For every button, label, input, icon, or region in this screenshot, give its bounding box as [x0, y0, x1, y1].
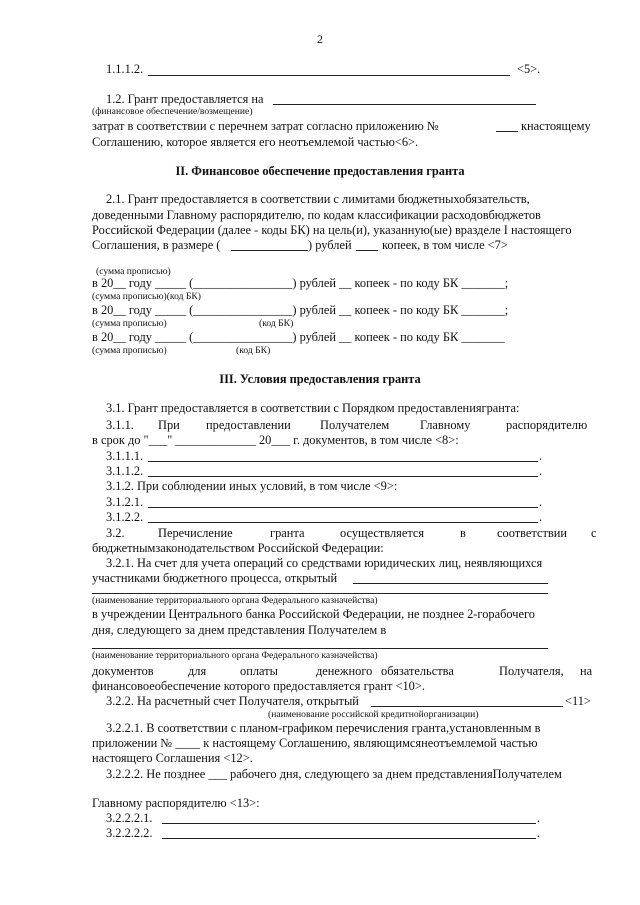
blank-line — [148, 522, 538, 523]
clause-3-2-w6: соответствии — [497, 526, 568, 540]
clause-3-1-1-w4: Получателем — [320, 418, 390, 432]
clause-3-2-1-w5: обязательства — [381, 664, 454, 678]
blank-line — [371, 706, 563, 707]
clause-3-2-2-1-line2: приложении № ____ к настоящему Соглашению, являющимсянеотъемлемой частью — [92, 736, 538, 750]
clause-3-2-2-1-line1: 3.2.2.1. В соответствии с планом-графиком перечисления гранта,установленным в — [106, 721, 541, 735]
chief-manager-line: Главному распорядителю <13>: — [92, 796, 260, 810]
year-line-3: в 20__ году _____ (________________) рублей __ копеек - по коду БК _______ — [92, 330, 505, 344]
blank-line — [162, 823, 536, 824]
clause-3-1-1-w5: Главному — [420, 418, 471, 432]
clause-3-1-1-w3: предоставлении — [206, 418, 291, 432]
caption-sum-1: (сумма прописью) — [96, 266, 171, 277]
clause-3-2-1-w3: оплаты — [240, 664, 278, 678]
clause-3-1-2-2-number: 3.1.2.2. — [106, 510, 144, 524]
caption-sum-2: (сумма прописью)(код БК) — [92, 291, 201, 302]
clause-1-2-text: 1.2. Грант предоставляется на — [106, 92, 264, 106]
clause-3-2-1-w4: денежного — [316, 664, 373, 678]
clause-1-2-cont-c: Соглашению, которое является его неотъемлемой частью<6>. — [92, 135, 419, 149]
caption-financing: (финансовое обеспечение/возмещение) — [92, 106, 253, 117]
clause-3-2-1-line2: участниками бюджетного процесса, открытый — [92, 571, 338, 585]
caption-treasury-2: (наименование территориального органа Федерального казначейства) — [92, 650, 378, 661]
clause-2-1-line4b: ) рублей — [308, 238, 352, 252]
clause-3-1-1-w1: 3.1.1. — [106, 418, 134, 432]
caption-kbk-3: (код БК) — [259, 318, 294, 329]
year-line-2: в 20__ году _____ (________________) рублей __ копеек - по коду БК _______; — [92, 303, 509, 317]
clause-3-2-w3: гранта — [270, 526, 305, 540]
clause-3-2-2-1-line3: настоящего Соглашения <12>. — [92, 751, 253, 765]
clause-3-1-2-1-number: 3.1.2.1. — [106, 495, 144, 509]
clause-3-2-w2: Перечисление — [158, 526, 233, 540]
clause-3-2-1-line1: 3.2.1. На счет для учета операций со средствами юридических лиц, неявляющихся — [106, 556, 543, 570]
footnote-ref-5: <5>. — [517, 62, 541, 76]
clause-3-1-1-w6: распорядителю — [506, 418, 588, 432]
blank-line — [92, 648, 548, 649]
clause-2-1-line4a: Соглашения, в размере ( — [92, 238, 221, 252]
blank-line — [231, 250, 308, 251]
blank-line — [92, 593, 548, 594]
clause-3-2-2-2-1-number: 3.2.2.2.1. — [106, 811, 153, 825]
clause-2-1-line4c: копеек, в том числе <7> — [382, 238, 508, 252]
clause-3-2-w5: в — [460, 526, 466, 540]
blank-line — [148, 461, 538, 462]
clause-3-2-2: 3.2.2. На расчетный счет Получателя, открытый — [106, 694, 359, 708]
clause-3-2-w1: 3.2. — [106, 526, 125, 540]
clause-3-1-1-1-number: 3.1.1.1. — [106, 449, 144, 463]
clause-3-2-1-w6: Получателя, — [499, 664, 564, 678]
caption-kbk-4: (код БК) — [236, 345, 271, 356]
clause-3-1-1-line2: в срок до "___" _____________ 20___ г. документов, в том числе <8>: — [92, 433, 459, 447]
clause-2-1-line3: Российской Федерации (далее - коды БК) на цель(и), указанную(ые) вразделе I настоящего — [92, 223, 572, 237]
caption-bank: (наименование российской кредитнойорганизации) — [268, 709, 479, 720]
clause-3-2-1-line6: финансовоеобеспечение которого предоставляется грант <10>. — [92, 679, 425, 693]
clause-3-1-1-2-number: 3.1.1.2. — [106, 464, 144, 478]
document-page: 2 1.1.1.2. <5>. 1.2. Грант предоставляется на (финансовое обеспечение/возмещение) затрат в соответствии с перечнем затрат согласно приложению № кнастоящему Соглашению, которое является его неотъемлемой частью<6>. II. Финансовое обеспечение предоставления гранта 2.1. Грант предоставляется в соответствии с лимитами бюджетныхобязательств, доведенными Главному распорядителю, по кодам классификации расходовбюджетов Российской Федерации (далее - коды БК) на цель(и), указанную(ые) вразделе I настоящего Соглашения, в размере ( ) рублей копеек, в том числе <7> (сумма прописью) в 20__ году _____ (________________) рублей __ копеек - по коду БК _______; (сумма прописью)(код БК) в 20__ году _____ (________________) рублей __ копеек - по коду БК _______; (сумма прописью) (код БК) в 20__ году _____ (________________) рублей __ копеек - по коду БК _______ (сумма прописью) (код БК) III. Условия предоставления гранта 3.1. Грант предоставляется в соответствии с Порядком предоставлениягранта: 3.1.1. При предоставлении Получателем Главному распорядителю в срок до "___" _____________ 20___ г. документов, в том числе <8>: 3.1.1.1. . 3.1.1.2. . 3.1.2. При соблюдении иных условий, в том числе <9>: 3.1.2.1. . 3.1.2.2. . 3.2. Перечисление гранта осуществляется в соответствии с бюджетнымзаконодательством Российской Федерации: 3.2.1. На счет для учета операций со средствами юридических лиц, неявляющихся участниками бюджетного процесса, открытый (наименование территориального органа Федерального казначейства) в учреждении Центрального банка Российской Федерации, не позднее 2-горабочего дня, следующего за днем представления Получателем в (наименование территориального органа Федерального казначейства) документов для оплаты денежного обязательства Получателя, на финансовоеобеспечение которого предоставляется грант <10>. 3.2.2. На расчетный счет Получателя, открытый <11> (наименование российской кредитнойорганизации) 3.2.2.1. В соответствии с планом-графиком перечисления гранта,установленным в приложении № ____ к настоящему Соглашению, являющимсянеотъемлемой частью настоящего Соглашения <12>. 3.2.2.2. Не позднее ___ рабочего дня, следующего за днем представленияПолучателем Главному распорядителю <13>: 3.2.2.2.1. . 3.2.2.2.2. . — [0, 0, 640, 905]
clause-3-1-2: 3.1.2. При соблюдении иных условий, в том числе <9>: — [106, 479, 398, 493]
section-3-heading: III. Условия предоставления гранта — [219, 372, 421, 386]
clause-3-1: 3.1. Грант предоставляется в соответствии с Порядком предоставлениягранта: — [106, 401, 520, 415]
blank-line — [148, 75, 510, 76]
blank-line — [148, 507, 538, 508]
blank-line — [148, 476, 538, 477]
blank-line — [162, 838, 536, 839]
clause-3-2-line2: бюджетнымзаконодательством Российской Федерации: — [92, 541, 384, 555]
clause-2-1-line2: доведенными Главному распорядителю, по кодам классификации расходовбюджетов — [92, 208, 541, 222]
page-number: 2 — [317, 32, 323, 46]
clause-3-2-1-w1: документов — [92, 664, 154, 678]
clause-1-2-cont: затрат в соответствии с перечнем затрат согласно приложению № — [92, 119, 439, 133]
caption-treasury-1: (наименование территориального органа Федерального казначейства) — [92, 595, 378, 606]
clause-3-2-w4: осуществляется — [340, 526, 425, 540]
clause-3-1-1-w2: При — [158, 418, 180, 432]
footnote-ref-11: <11> — [565, 694, 591, 708]
clause-1-2-cont-b: кнастоящему — [521, 119, 591, 133]
clause-1-1-1-2-number: 1.1.1.2. — [106, 62, 144, 76]
blank-line — [496, 131, 518, 132]
clause-3-2-1-w7: на — [580, 664, 593, 678]
clause-3-2-1-line4: дня, следующего за днем представления Получателем в — [92, 623, 387, 637]
clause-3-2-1-line3: в учреждении Центрального банка Российской Федерации, не позднее 2-горабочего — [92, 607, 535, 621]
blank-line — [353, 583, 548, 584]
clause-2-1-line1: 2.1. Грант предоставляется в соответствии с лимитами бюджетныхобязательств, — [106, 192, 530, 206]
year-line-1: в 20__ году _____ (________________) рублей __ копеек - по коду БК _______; — [92, 276, 509, 290]
clause-3-2-1-w2: для — [188, 664, 207, 678]
caption-sum-3: (сумма прописью) — [92, 318, 167, 329]
blank-line — [356, 250, 378, 251]
clause-3-2-2-2-2-number: 3.2.2.2.2. — [106, 826, 153, 840]
section-2-heading: II. Финансовое обеспечение предоставления гранта — [175, 164, 465, 178]
clause-3-2-w7: с — [591, 526, 597, 540]
clause-3-2-2-2: 3.2.2.2. Не позднее ___ рабочего дня, следующего за днем представленияПолучателем — [106, 767, 562, 781]
caption-sum-4: (сумма прописью) — [92, 345, 167, 356]
blank-line — [273, 104, 536, 105]
